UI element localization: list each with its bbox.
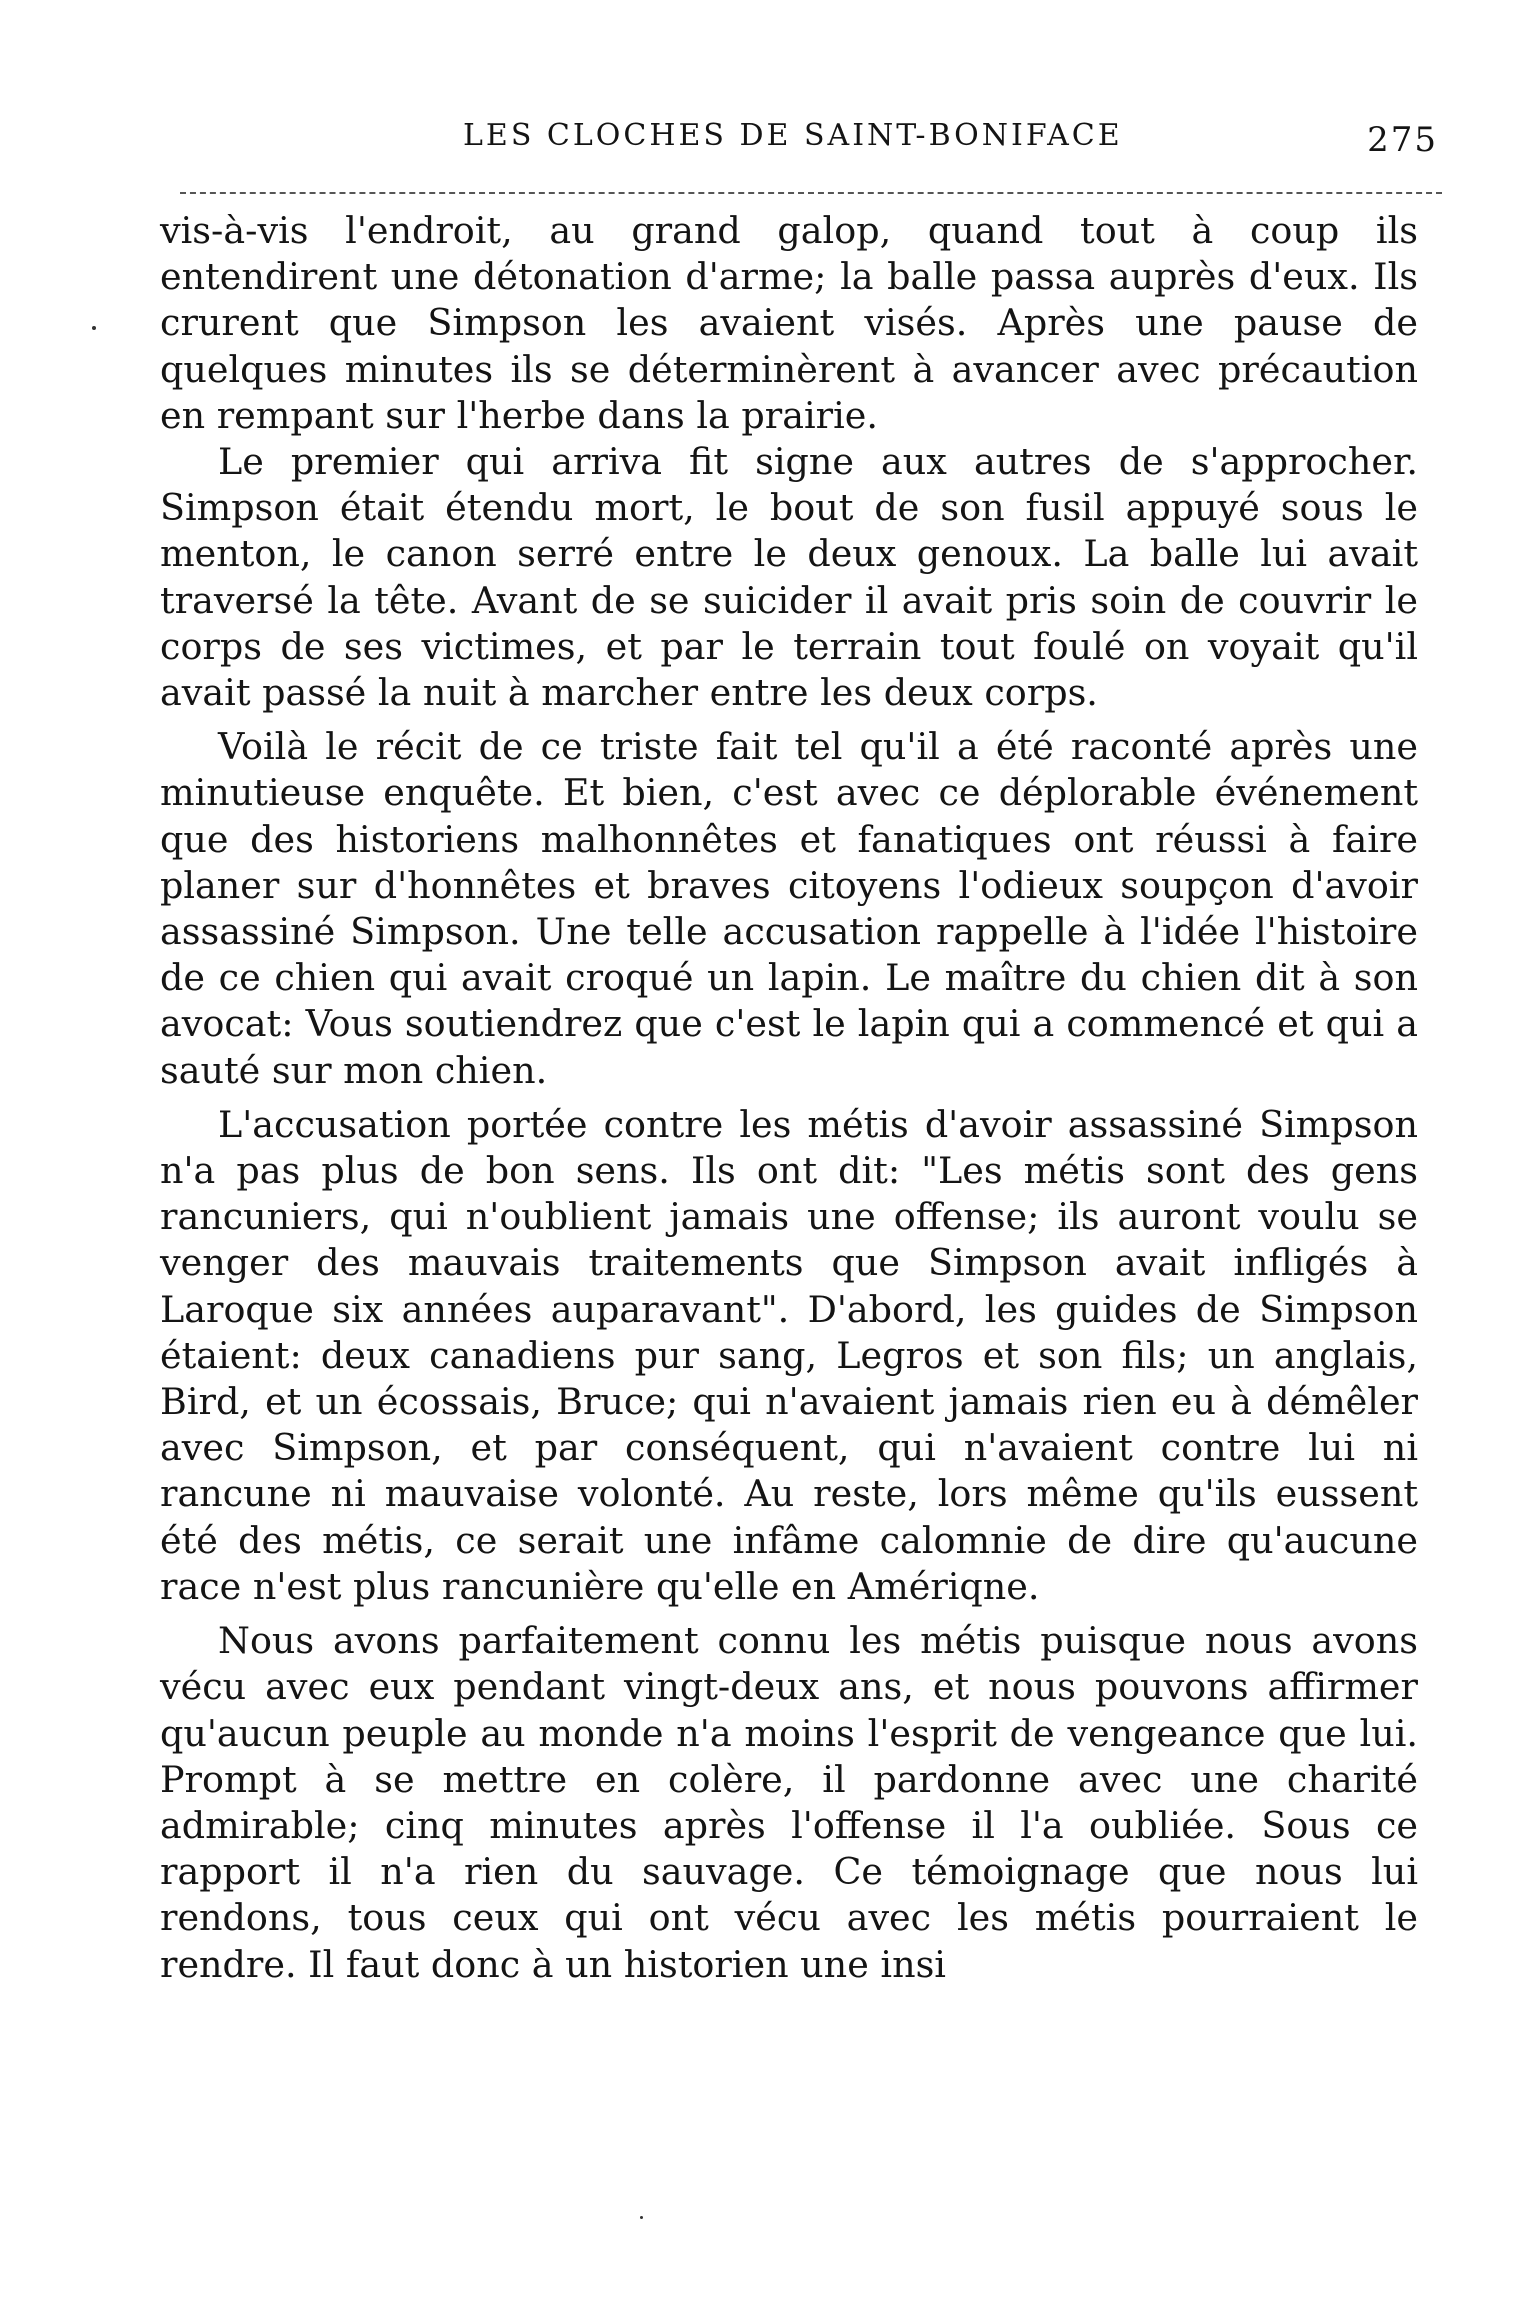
page-number: 275 xyxy=(1367,120,1438,160)
bottom-speck xyxy=(640,2216,643,2219)
paragraph-2: Le premier qui arriva fit signe aux autres de s'approcher. Simpson était étendu mort, le bout de son fusil appuyé sous le menton, le canon serré entre le deux genoux. La balle lui avait traversé la tête. Avant de se suicider il avait pris soin de couvrir le corps de ses victimes, et par le terrain tout foulé on voyait qu'il avait passé la nuit à marcher entre les deux corps. xyxy=(160,440,1418,715)
paragraph-4: L'accusation portée contre les métis d'avoir assassiné Simpson n'a pas plus de bon sens. Ils ont dit: "Les métis sont des gens rancuniers, qui n'oublient jamais une offense; ils auront voulu se venger des mauvais traitements que Simpson avait infligés à Laroque six années auparavant". D'abord, les guides de Simpson étaient: deux canadiens pur sang, Legros et son fils; un anglais, Bird, et un écossais, Bruce; qui n'avaient jamais rien eu à démêler avec Simpson, et par conséquent, qui n'avaient contre lui ni rancune ni mauvaise volonté. Au reste, lors même qu'ils eussent été des métis, ce serait une infâme calomnie de dire qu'aucune race n'est plus rancunière qu'elle en Amériqne. xyxy=(160,1102,1418,1608)
paragraph-3: Voilà le récit de ce triste fait tel qu'il a été raconté après une minutieuse enquête. Et bien, c'est avec ce déplorable événement que des historiens malhonnêtes et fanatiques ont réussi à faire planer sur d'honnêtes et braves citoyens l'odieux soupçon d'avoir assassiné Simpson. Une telle accusation rappelle à l'idée l'histoire de ce chien qui avait croqué un lapin. Le maître du chien dit à son avocat: Vous soutiendrez que c'est le lapin qui a commencé et qui a sauté sur mon chien. xyxy=(160,725,1418,1092)
body-text xyxy=(160,208,1418,1988)
header-rule xyxy=(180,192,1442,194)
paragraph-1: vis-à-vis l'endroit, au grand galop, quand tout à coup ils entendirent une détonation d'arme; la balle passa auprès d'eux. Ils crurent que Simpson les avaient visés. Après une pause de quelques minutes ils se déterminèrent à avancer avec précaution en rempant sur l'herbe dans la prairie. xyxy=(160,209,1418,437)
running-title: LES CLOCHES DE SAINT-BONIFACE xyxy=(463,118,1123,153)
paragraph-5: Nous avons parfaitement connu les métis puisque nous avons vécu avec eux pendant vingt-deux ans, et nous pouvons affirmer qu'aucun peuple au monde n'a moins l'esprit de vengeance que lui. Prompt à se mettre en colère, il pardonne avec une charité admirable; cinq minutes après l'offense il l'a oubliée. Sous ce rapport il n'a rien du sauvage. Ce témoignage que nous lui rendons, tous ceux qui ont vécu avec les métis pourraient le rendre. Il faut donc à un historien une insi xyxy=(160,1619,1418,1986)
page-header xyxy=(168,118,1438,158)
margin-speck xyxy=(92,326,96,330)
